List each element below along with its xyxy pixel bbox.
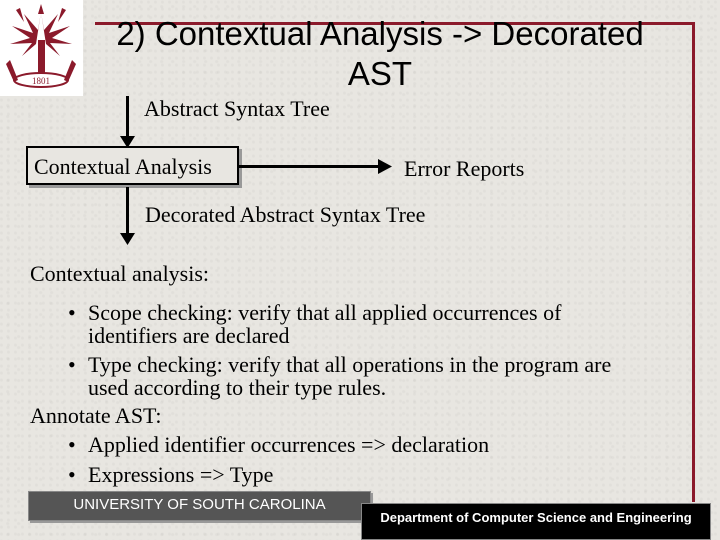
side-output-label: Error Reports xyxy=(404,156,525,181)
footer-department-text: Department of Computer Science and Engineering xyxy=(380,510,692,525)
arrow-output-shaft xyxy=(126,187,129,237)
process-label: Contextual Analysis xyxy=(34,154,212,179)
bullet-dot: • xyxy=(68,352,76,377)
footer-department xyxy=(361,503,711,540)
slide-title xyxy=(80,14,680,94)
bullet-scope-line2: identifiers are declared xyxy=(88,323,290,348)
input-label: Abstract Syntax Tree xyxy=(144,96,330,121)
section2-heading: Annotate AST: xyxy=(30,403,162,428)
slide-title-line-1: 2) Contextual Analysis -> Decorated xyxy=(116,15,644,52)
bullet-dot: • xyxy=(68,432,76,457)
svg-text:1801: 1801 xyxy=(32,76,50,86)
title-frame-right xyxy=(692,22,695,502)
bullet-expressions: Expressions => Type xyxy=(88,462,274,487)
bullet-type-line2: used according to their type rules. xyxy=(88,375,387,400)
university-logo xyxy=(0,0,83,96)
arrow-input-shaft xyxy=(126,96,129,140)
footer-university xyxy=(28,491,371,521)
bullet-scope-line1: Scope checking: verify that all applied occurrences of xyxy=(88,300,562,325)
output-label: Decorated Abstract Syntax Tree xyxy=(145,202,426,227)
bullet-type-line1: Type checking: verify that all operations in the program are xyxy=(88,352,612,377)
arrow-output-head-icon xyxy=(120,233,135,245)
slide-title-line-2: AST xyxy=(347,55,413,92)
arrow-error-head-icon xyxy=(378,159,392,174)
arrow-error-shaft xyxy=(239,165,379,168)
bullet-identifier: Applied identifier occurrences => declaration xyxy=(88,432,490,457)
contextual-analysis-box xyxy=(26,146,239,185)
bullet-dot: • xyxy=(68,300,76,325)
bullet-dot: • xyxy=(68,462,76,487)
section1-heading: Contextual analysis: xyxy=(30,261,210,286)
palmetto-tree-seal-icon xyxy=(0,0,83,96)
footer-university-text: UNIVERSITY OF SOUTH CAROLINA xyxy=(73,496,326,513)
